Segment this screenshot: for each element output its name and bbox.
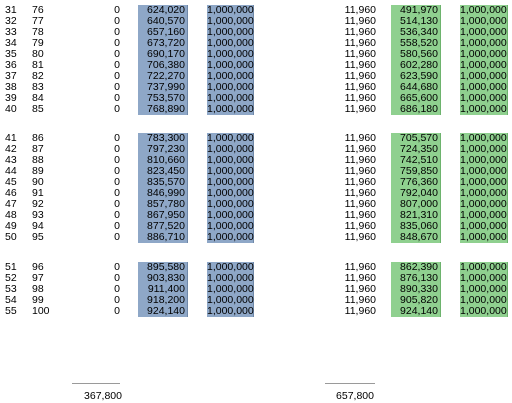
blue-max-cell: 1,000,000 bbox=[207, 187, 254, 200]
age-cell: 96 bbox=[32, 261, 44, 273]
zero-value-cell: 0 bbox=[114, 305, 120, 318]
green-max-cell: 1,000,000 bbox=[460, 48, 507, 61]
right-value-cell: 11,960 bbox=[344, 220, 376, 233]
green-max-cell: 1,000,000 bbox=[460, 4, 507, 16]
right-value-cell: 11,960 bbox=[344, 261, 376, 273]
green-max-cell: 1,000,000 bbox=[460, 165, 507, 178]
blue-max-cell: 1,000,000 bbox=[207, 26, 254, 39]
age-cell: 90 bbox=[32, 176, 44, 189]
right-value-cell: 11,960 bbox=[344, 37, 376, 50]
blue-value-cell: 903,830 bbox=[138, 273, 188, 284]
age-cell: 77 bbox=[32, 15, 44, 28]
row-number: 46 bbox=[5, 187, 17, 200]
green-max-cell: 1,000,000 bbox=[460, 187, 507, 200]
row-number: 51 bbox=[5, 261, 17, 273]
green-value-cell: 580,560 bbox=[391, 49, 441, 60]
blue-max-cell: 1,000,000 bbox=[207, 143, 254, 156]
blue-value-cell: 797,230 bbox=[138, 144, 188, 155]
green-value-cell: 835,060 bbox=[391, 221, 441, 232]
green-max-cell: 1,000,000 bbox=[460, 198, 507, 211]
green-max-cell: 1,000,000 bbox=[460, 294, 507, 307]
age-cell: 80 bbox=[32, 48, 44, 61]
blue-max-cell: 1,000,000 bbox=[207, 294, 254, 307]
blue-max-cell: 1,000,000 bbox=[207, 92, 254, 105]
age-cell: 84 bbox=[32, 92, 44, 105]
blue-value-cell: 924,140 bbox=[138, 306, 188, 317]
right-value-cell: 11,960 bbox=[344, 187, 376, 200]
row-number: 54 bbox=[5, 294, 17, 307]
age-cell: 82 bbox=[32, 70, 44, 83]
green-value-cell: 665,600 bbox=[391, 93, 441, 104]
row-number: 33 bbox=[5, 26, 17, 39]
right-value-cell: 11,960 bbox=[344, 154, 376, 167]
zero-value-cell: 0 bbox=[114, 70, 120, 83]
blue-value-cell: 877,520 bbox=[138, 221, 188, 232]
right-value-cell: 11,960 bbox=[344, 272, 376, 285]
row-number: 53 bbox=[5, 283, 17, 296]
zero-value-cell: 0 bbox=[114, 37, 120, 50]
green-max-cell: 1,000,000 bbox=[460, 305, 507, 318]
left-total-rule bbox=[72, 383, 120, 384]
green-value-cell: 686,180 bbox=[391, 104, 441, 115]
zero-value-cell: 0 bbox=[114, 26, 120, 39]
age-cell: 83 bbox=[32, 81, 44, 94]
blue-value-cell: 737,990 bbox=[138, 82, 188, 93]
green-value-cell: 536,340 bbox=[391, 27, 441, 38]
right-value-cell: 11,960 bbox=[344, 15, 376, 28]
green-max-cell: 1,000,000 bbox=[460, 272, 507, 285]
zero-value-cell: 0 bbox=[114, 220, 120, 233]
age-cell: 87 bbox=[32, 143, 44, 156]
row-number: 43 bbox=[5, 154, 17, 167]
row-number: 36 bbox=[5, 59, 17, 72]
right-value-cell: 11,960 bbox=[344, 165, 376, 178]
age-cell: 92 bbox=[32, 198, 44, 211]
green-max-cell: 1,000,000 bbox=[460, 81, 507, 94]
blue-value-cell: 624,020 bbox=[138, 5, 188, 16]
row-number: 45 bbox=[5, 176, 17, 189]
row-number: 31 bbox=[5, 4, 17, 16]
right-value-cell: 11,960 bbox=[344, 231, 376, 244]
blue-max-cell: 1,000,000 bbox=[207, 81, 254, 94]
green-max-cell: 1,000,000 bbox=[460, 103, 507, 116]
zero-value-cell: 0 bbox=[114, 103, 120, 116]
row-number: 41 bbox=[5, 132, 17, 144]
zero-value-cell: 0 bbox=[114, 198, 120, 211]
row-number: 47 bbox=[5, 198, 17, 211]
right-value-cell: 11,960 bbox=[344, 132, 376, 144]
blue-value-cell: 640,570 bbox=[138, 16, 188, 27]
row-number: 42 bbox=[5, 143, 17, 156]
table-row bbox=[0, 232, 512, 243]
green-max-cell: 1,000,000 bbox=[460, 261, 507, 273]
zero-value-cell: 0 bbox=[114, 176, 120, 189]
blue-value-cell: 918,200 bbox=[138, 295, 188, 306]
right-value-cell: 11,960 bbox=[344, 59, 376, 72]
green-value-cell: 862,390 bbox=[391, 262, 441, 273]
blue-max-cell: 1,000,000 bbox=[207, 165, 254, 178]
right-value-cell: 11,960 bbox=[344, 103, 376, 116]
blue-max-cell: 1,000,000 bbox=[207, 220, 254, 233]
green-value-cell: 514,130 bbox=[391, 16, 441, 27]
green-max-cell: 1,000,000 bbox=[460, 26, 507, 39]
right-value-cell: 11,960 bbox=[344, 198, 376, 211]
right-value-cell: 11,960 bbox=[344, 81, 376, 94]
right-value-cell: 11,960 bbox=[344, 176, 376, 189]
age-cell: 99 bbox=[32, 294, 44, 307]
blue-max-cell: 1,000,000 bbox=[207, 231, 254, 244]
right-value-cell: 11,960 bbox=[344, 305, 376, 318]
age-cell: 91 bbox=[32, 187, 44, 200]
row-number: 38 bbox=[5, 81, 17, 94]
table-row bbox=[0, 104, 512, 115]
green-value-cell: 705,570 bbox=[391, 133, 441, 144]
zero-value-cell: 0 bbox=[114, 154, 120, 167]
blue-value-cell: 673,720 bbox=[138, 38, 188, 49]
green-value-cell: 759,850 bbox=[391, 166, 441, 177]
green-max-cell: 1,000,000 bbox=[460, 220, 507, 233]
zero-value-cell: 0 bbox=[114, 283, 120, 296]
green-value-cell: 776,360 bbox=[391, 177, 441, 188]
row-number: 34 bbox=[5, 37, 17, 50]
right-total: 657,800 bbox=[336, 390, 374, 402]
blue-value-cell: 846,990 bbox=[138, 188, 188, 199]
green-max-cell: 1,000,000 bbox=[460, 143, 507, 156]
blue-max-cell: 1,000,000 bbox=[207, 261, 254, 273]
green-max-cell: 1,000,000 bbox=[460, 59, 507, 72]
right-value-cell: 11,960 bbox=[344, 209, 376, 222]
age-cell: 100 bbox=[32, 305, 50, 318]
zero-value-cell: 0 bbox=[114, 59, 120, 72]
age-cell: 81 bbox=[32, 59, 44, 72]
table-row bbox=[0, 306, 512, 317]
age-cell: 88 bbox=[32, 154, 44, 167]
blue-value-cell: 753,570 bbox=[138, 93, 188, 104]
green-value-cell: 905,820 bbox=[391, 295, 441, 306]
row-number: 37 bbox=[5, 70, 17, 83]
zero-value-cell: 0 bbox=[114, 294, 120, 307]
zero-value-cell: 0 bbox=[114, 187, 120, 200]
blue-max-cell: 1,000,000 bbox=[207, 176, 254, 189]
zero-value-cell: 0 bbox=[114, 81, 120, 94]
blue-value-cell: 886,710 bbox=[138, 232, 188, 243]
green-max-cell: 1,000,000 bbox=[460, 231, 507, 244]
blue-max-cell: 1,000,000 bbox=[207, 272, 254, 285]
right-value-cell: 11,960 bbox=[344, 26, 376, 39]
green-max-cell: 1,000,000 bbox=[460, 132, 507, 144]
age-cell: 98 bbox=[32, 283, 44, 296]
row-number: 32 bbox=[5, 15, 17, 28]
age-cell: 97 bbox=[32, 272, 44, 285]
row-number: 35 bbox=[5, 48, 17, 61]
blue-max-cell: 1,000,000 bbox=[207, 132, 254, 144]
right-value-cell: 11,960 bbox=[344, 283, 376, 296]
green-value-cell: 558,520 bbox=[391, 38, 441, 49]
green-value-cell: 876,130 bbox=[391, 273, 441, 284]
blue-max-cell: 1,000,000 bbox=[207, 15, 254, 28]
green-value-cell: 821,310 bbox=[391, 210, 441, 221]
blue-max-cell: 1,000,000 bbox=[207, 4, 254, 16]
zero-value-cell: 0 bbox=[114, 92, 120, 105]
green-value-cell: 602,280 bbox=[391, 60, 441, 71]
right-value-cell: 11,960 bbox=[344, 92, 376, 105]
right-value-cell: 11,960 bbox=[344, 48, 376, 61]
row-number: 40 bbox=[5, 103, 17, 116]
blue-value-cell: 867,950 bbox=[138, 210, 188, 221]
zero-value-cell: 0 bbox=[114, 132, 120, 144]
blue-value-cell: 857,780 bbox=[138, 199, 188, 210]
green-max-cell: 1,000,000 bbox=[460, 283, 507, 296]
left-total: 367,800 bbox=[84, 390, 122, 402]
green-value-cell: 924,140 bbox=[391, 306, 441, 317]
row-number: 49 bbox=[5, 220, 17, 233]
age-cell: 89 bbox=[32, 165, 44, 178]
green-max-cell: 1,000,000 bbox=[460, 209, 507, 222]
green-max-cell: 1,000,000 bbox=[460, 15, 507, 28]
green-value-cell: 491,970 bbox=[391, 5, 441, 16]
blue-value-cell: 706,380 bbox=[138, 60, 188, 71]
right-total-rule bbox=[325, 383, 375, 384]
blue-max-cell: 1,000,000 bbox=[207, 59, 254, 72]
right-value-cell: 11,960 bbox=[344, 294, 376, 307]
zero-value-cell: 0 bbox=[114, 165, 120, 178]
zero-value-cell: 0 bbox=[114, 261, 120, 273]
right-value-cell: 11,960 bbox=[344, 143, 376, 156]
age-cell: 78 bbox=[32, 26, 44, 39]
zero-value-cell: 0 bbox=[114, 231, 120, 244]
blue-max-cell: 1,000,000 bbox=[207, 103, 254, 116]
row-number: 39 bbox=[5, 92, 17, 105]
age-cell: 95 bbox=[32, 231, 44, 244]
blue-value-cell: 835,570 bbox=[138, 177, 188, 188]
row-number: 52 bbox=[5, 272, 17, 285]
zero-value-cell: 0 bbox=[114, 15, 120, 28]
blue-value-cell: 768,890 bbox=[138, 104, 188, 115]
blue-value-cell: 657,160 bbox=[138, 27, 188, 38]
blue-max-cell: 1,000,000 bbox=[207, 70, 254, 83]
row-number: 55 bbox=[5, 305, 17, 318]
blue-value-cell: 783,300 bbox=[138, 133, 188, 144]
blue-max-cell: 1,000,000 bbox=[207, 37, 254, 50]
age-cell: 76 bbox=[32, 4, 44, 16]
blue-value-cell: 810,660 bbox=[138, 155, 188, 166]
zero-value-cell: 0 bbox=[114, 209, 120, 222]
right-value-cell: 11,960 bbox=[344, 4, 376, 16]
green-value-cell: 792,040 bbox=[391, 188, 441, 199]
blue-value-cell: 911,400 bbox=[138, 284, 188, 295]
zero-value-cell: 0 bbox=[114, 272, 120, 285]
right-value-cell: 11,960 bbox=[344, 70, 376, 83]
age-cell: 86 bbox=[32, 132, 44, 144]
blue-max-cell: 1,000,000 bbox=[207, 48, 254, 61]
zero-value-cell: 0 bbox=[114, 143, 120, 156]
green-value-cell: 623,590 bbox=[391, 71, 441, 82]
blue-value-cell: 690,170 bbox=[138, 49, 188, 60]
green-value-cell: 724,350 bbox=[391, 144, 441, 155]
blue-value-cell: 823,450 bbox=[138, 166, 188, 177]
green-value-cell: 742,510 bbox=[391, 155, 441, 166]
green-value-cell: 807,000 bbox=[391, 199, 441, 210]
age-cell: 94 bbox=[32, 220, 44, 233]
row-number: 44 bbox=[5, 165, 17, 178]
zero-value-cell: 0 bbox=[114, 48, 120, 61]
green-max-cell: 1,000,000 bbox=[460, 37, 507, 50]
blue-max-cell: 1,000,000 bbox=[207, 154, 254, 167]
green-max-cell: 1,000,000 bbox=[460, 70, 507, 83]
green-value-cell: 848,670 bbox=[391, 232, 441, 243]
blue-max-cell: 1,000,000 bbox=[207, 283, 254, 296]
green-value-cell: 644,680 bbox=[391, 82, 441, 93]
blue-max-cell: 1,000,000 bbox=[207, 209, 254, 222]
zero-value-cell: 0 bbox=[114, 4, 120, 16]
blue-max-cell: 1,000,000 bbox=[207, 198, 254, 211]
blue-value-cell: 895,580 bbox=[138, 262, 188, 273]
green-max-cell: 1,000,000 bbox=[460, 154, 507, 167]
row-number: 48 bbox=[5, 209, 17, 222]
age-cell: 85 bbox=[32, 103, 44, 116]
row-number: 50 bbox=[5, 231, 17, 244]
age-cell: 93 bbox=[32, 209, 44, 222]
green-max-cell: 1,000,000 bbox=[460, 176, 507, 189]
green-value-cell: 890,330 bbox=[391, 284, 441, 295]
blue-max-cell: 1,000,000 bbox=[207, 305, 254, 318]
age-cell: 79 bbox=[32, 37, 44, 50]
blue-value-cell: 722,270 bbox=[138, 71, 188, 82]
green-max-cell: 1,000,000 bbox=[460, 92, 507, 105]
